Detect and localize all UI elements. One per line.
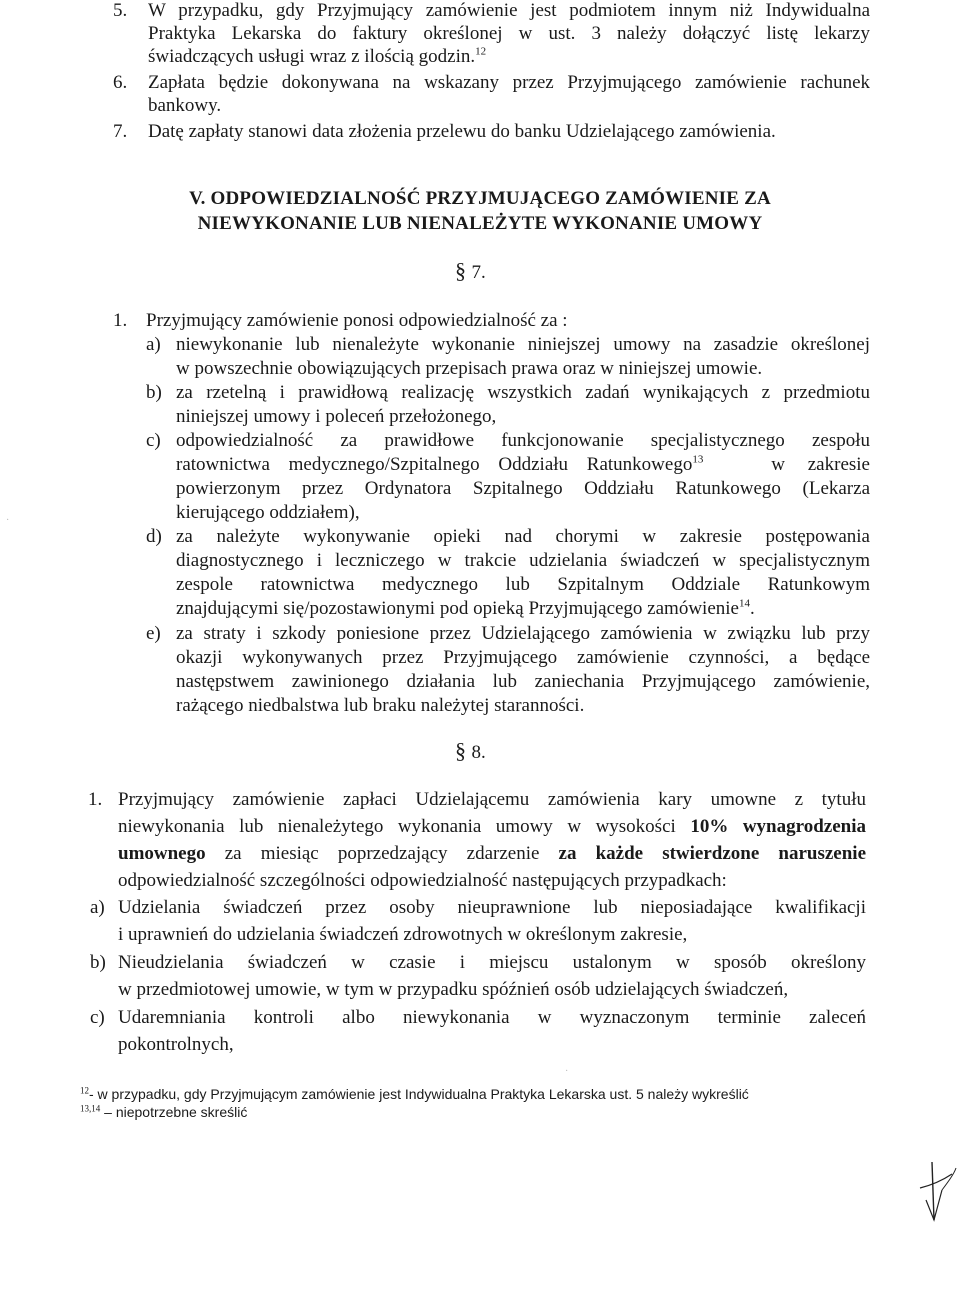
list-item-line: świadczących usługi wraz z ilością godzin.$^{12}$ xyxy=(148,45,487,67)
footnote-12: $^{12}$- w przypadku, gdy Przyjmującym zamówienie jest Indywidualna Praktyka Lekarska ust. 5 należy wykreślić xyxy=(80,1085,749,1102)
subitem-line: niewykonanie lub nienależyte wykonanie niniejszej umowy na zasadzie określonej xyxy=(176,334,870,355)
par7-item-text: Przyjmujący zamówienie ponosi odpowiedzialność za : xyxy=(146,310,568,331)
footnote-13-14: $^{13,14}$ – niepotrzebne skreślić xyxy=(80,1103,248,1120)
list-item-line: bankowy. xyxy=(148,95,222,116)
subitem-letter: a) xyxy=(146,334,161,355)
subitem-letter: b) xyxy=(90,952,106,973)
subitem-letter: a) xyxy=(90,897,105,918)
par8-intro-line: Przyjmujący zamówienie zapłaci Udzielającemu zamówienia kary umowne z tytułu xyxy=(118,789,866,810)
subitem-line: za rzetelną i prawidłową realizację wszystkich zadań wynikających z przedmiotu xyxy=(176,382,870,403)
par8-item-number: 1. xyxy=(88,789,103,810)
subitem-line: okazji wykonywanych przez Przyjmującego zamówienie czynności, a będące xyxy=(176,647,870,668)
subitem-line: powierzonym przez Ordynatora Szpitalnego Oddziału Ratunkowego (Lekarza xyxy=(176,478,870,499)
subitem-line: diagnostycznego i leczniczego w trakcie udzielania świadczeń w specjalistycznym xyxy=(176,550,870,571)
scan-speck: · xyxy=(565,1066,569,1077)
subitem-letter: d) xyxy=(146,526,162,547)
scan-speck: · xyxy=(6,515,10,526)
footnote-ref: 14 xyxy=(738,597,750,610)
subitem-line: i uprawnień do udzielania świadczeń zdrowotnych w określonym zakresie, xyxy=(118,924,688,945)
subitem-line: pokontrolnych, xyxy=(118,1034,234,1055)
subitem-letter: b) xyxy=(146,382,162,403)
list-item-line: W przypadku, gdy Przyjmujący zamówienie jest podmiotem innym niż Indywidualna xyxy=(148,0,870,21)
list-item-line: Zapłata będzie dokonywana na wskazany przez Przyjmującego zamówienie rachunek xyxy=(148,72,870,93)
subitem-line: kierującego oddziałem), xyxy=(176,502,360,523)
subitem-line: rażącego niedbalstwa lub braku należytej staranności. xyxy=(176,695,585,716)
section-title-line1: V. ODPOWIEDZIALNOŚĆ PRZYJMUJĄCEGO ZAMÓWIENIE ZA xyxy=(189,188,771,209)
subitem-line: za straty i szkody poniesione przez Udzielającego zamówienia w związku lub przy xyxy=(176,623,870,644)
paragraph-8-marker: § 8. xyxy=(455,738,486,763)
subitem-letter: c) xyxy=(146,430,161,451)
signature-mark xyxy=(918,1160,958,1230)
list-number: 7. xyxy=(113,121,128,142)
subitem-line: znajdującymi się/pozostawionymi pod opieką Przyjmującego zamówienie$^{14}$. xyxy=(176,597,755,619)
subitem-letter: c) xyxy=(90,1007,105,1028)
list-number: 5. xyxy=(113,0,128,21)
subitem-line: w powszechnie obowiązujących przepisach prawa oraz w niniejszej umowie. xyxy=(176,358,763,379)
list-number: 6. xyxy=(113,72,128,93)
par8-intro-line: odpowiedzialność szczególności odpowiedzialność następujących przypadkach: xyxy=(118,870,727,891)
subitem-line: niniejszej umowy i poleceń przełożonego, xyxy=(176,406,497,427)
subitem-line: zespole ratownictwa medycznego lub Szpitalnym Oddziale Ratunkowym xyxy=(176,574,870,595)
subitem-letter: e) xyxy=(146,623,161,644)
par8-intro-line: niewykonania lub nienależytego wykonania umowy w wysokości 10% wynagrodzenia xyxy=(118,816,866,837)
par7-item-number: 1. xyxy=(113,310,128,331)
subitem-line: w przedmiotowej umowie, w tym w przypadku spóźnień osób udzielających świadczeń, xyxy=(118,979,789,1000)
footnote-ref: 13 xyxy=(692,453,704,466)
subitem-line: Nieudzielania świadczeń w czasie i miejscu ustalonym w sposób określony xyxy=(118,952,866,973)
subitem-line: Udaremniania kontroli albo niewykonania w wyznaczonym terminie zaleceń xyxy=(118,1007,866,1028)
subitem-line: Udzielania świadczeń przez osoby nieuprawnione lub nieposiadające kwalifikacji xyxy=(118,897,866,918)
footnote-ref: 12 xyxy=(475,45,487,58)
subitem-line: ratownictwa medycznego/Szpitalnego Oddziału Ratunkowego$^{13}$ w zakresie xyxy=(176,453,870,475)
list-item-line: Datę zapłaty stanowi data złożenia przelewu do banku Udzielającego zamówienia. xyxy=(148,121,776,142)
paragraph-7-marker: § 7. xyxy=(455,258,486,283)
section-title-line2: NIEWYKONANIE LUB NIENALEŻYTE WYKONANIE UMOWY xyxy=(197,213,763,234)
subitem-line: odpowiedzialność za prawidłowe funkcjonowanie specjalistycznego zespołu xyxy=(176,430,870,451)
subitem-line: za należyte wykonywanie opieki nad chorymi w zakresie postępowania xyxy=(176,526,870,547)
par8-intro-line: umownego za miesiąc poprzedzający zdarzenie za każde stwierdzone naruszenie xyxy=(118,843,866,864)
list-item-line: Praktyka Lekarska do faktury określonej w ust. 3 należy dołączyć listę lekarzy xyxy=(148,23,870,44)
subitem-line: następstwem zawinionego działania lub zaniechania Przyjmującego zamówienie, xyxy=(176,671,870,692)
